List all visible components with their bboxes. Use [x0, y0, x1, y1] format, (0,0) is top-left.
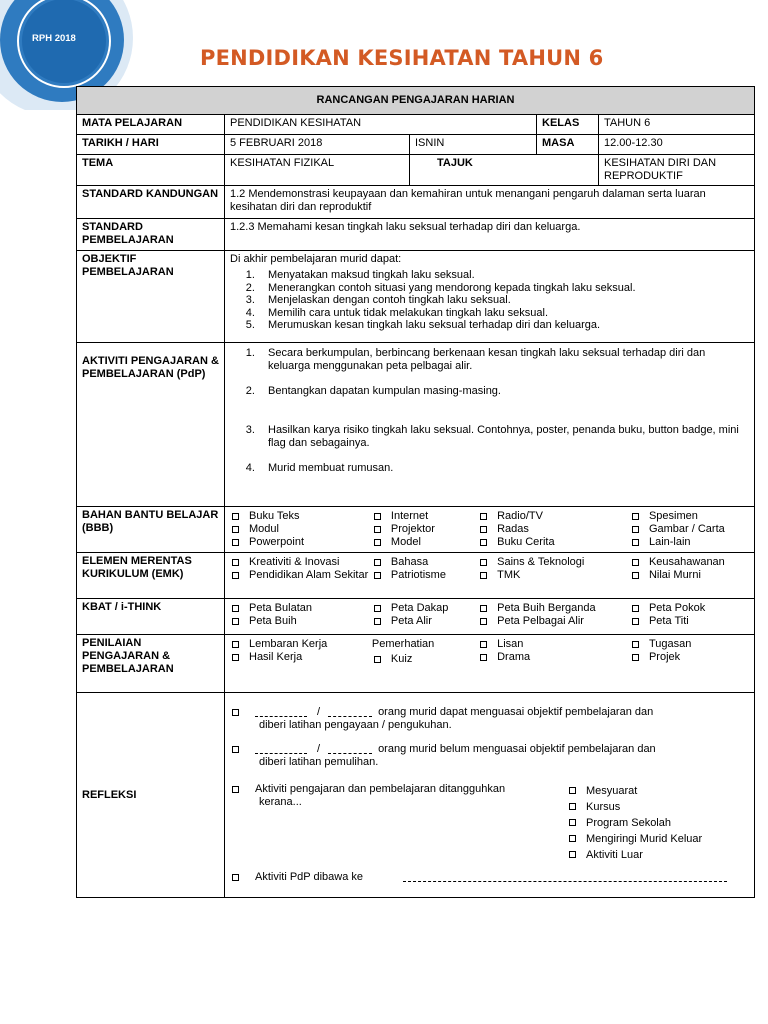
kbat-option[interactable]: Peta Dakap — [372, 602, 478, 615]
checkbox-icon — [232, 526, 239, 533]
checkbox-icon — [480, 605, 487, 612]
checkbox-icon — [232, 559, 239, 566]
document-title: PENDIDIKAN KESIHATAN TAHUN 6 — [200, 46, 604, 70]
bbb-option[interactable]: Projektor — [372, 523, 478, 536]
checkbox-icon — [374, 656, 381, 663]
checkbox-icon — [569, 787, 576, 794]
bbb-option[interactable]: Buku Teks — [230, 510, 372, 523]
checkbox-icon — [232, 786, 239, 793]
objektif-item: 1. Menyatakan maksud tingkah laku seksual. — [258, 269, 749, 282]
checkbox-icon — [569, 835, 576, 842]
penilaian-option[interactable]: Drama — [478, 651, 630, 664]
blank-field[interactable] — [403, 871, 727, 882]
objektif-item: 5. Merumuskan kesan tingkah laku seksual terhadap diri dan keluarga. — [258, 319, 749, 332]
mata-pelajaran-label: MATA PELAJARAN — [77, 115, 225, 135]
penilaian-option[interactable]: Tugasan — [630, 638, 749, 651]
kbat-cell — [225, 599, 755, 635]
reason-option[interactable]: Kursus — [567, 799, 702, 815]
objektif-cell — [225, 251, 755, 343]
aktiviti-cell — [225, 343, 755, 507]
aktiviti-label: AKTIVITI PENGAJARAN & PEMBELAJARAN (PdP) — [77, 343, 225, 507]
standard-kandungan-label: STANDARD KANDUNGAN — [77, 186, 225, 219]
lesson-plan-table — [76, 86, 755, 898]
checkbox-icon — [232, 709, 239, 716]
refleksi-cell — [225, 693, 755, 898]
postpone-reasons — [567, 783, 702, 863]
bbb-option[interactable]: Internet — [372, 510, 478, 523]
emk-option[interactable]: Bahasa — [372, 556, 478, 569]
tajuk-value: KESIHATAN DIRI DAN REPRODUKTIF — [599, 155, 755, 186]
refleksi-not-mastered-option[interactable]: / orang murid belum menguasai objektif pembelajaran dan — [230, 743, 656, 756]
checkbox-icon — [480, 618, 487, 625]
checkbox-icon — [480, 539, 487, 546]
aktiviti-item: 4. Murid membuat rumusan. — [258, 462, 749, 475]
emk-option[interactable]: TMK — [478, 569, 630, 582]
checkbox-icon — [232, 513, 239, 520]
checkbox-icon — [569, 819, 576, 826]
checkbox-icon — [569, 851, 576, 858]
checkbox-icon — [232, 605, 239, 612]
checkbox-icon — [632, 605, 639, 612]
checkbox-icon — [232, 618, 239, 625]
refleksi-mastered-cont: diberi latihan pengayaan / pengukuhan. — [259, 719, 452, 731]
tarikh-date: 5 FEBRUARI 2018 — [225, 135, 410, 155]
checkbox-icon — [232, 654, 239, 661]
kbat-option[interactable]: Peta Titi — [630, 615, 749, 628]
penilaian-option[interactable]: Kuiz — [372, 653, 478, 666]
refleksi-label: REFLEKSI — [77, 693, 225, 898]
checkbox-icon — [632, 539, 639, 546]
checkbox-icon — [480, 654, 487, 661]
penilaian-option[interactable]: Lisan — [478, 638, 630, 651]
objektif-label: OBJEKTIF PEMBELAJARAN — [77, 251, 225, 343]
blank-field[interactable] — [328, 706, 372, 717]
checkbox-icon — [632, 572, 639, 579]
penilaian-option[interactable]: Lembaran Kerja — [230, 638, 372, 651]
kbat-label: KBAT / i-THINK — [77, 599, 225, 635]
badge-label: RPH 2018 — [32, 33, 76, 44]
table-header: RANCANGAN PENGAJARAN HARIAN — [77, 87, 755, 115]
checkbox-icon — [632, 559, 639, 566]
emk-option[interactable]: Patriotisme — [372, 569, 478, 582]
bbb-cell — [225, 507, 755, 553]
kbat-option[interactable]: Peta Bulatan — [230, 602, 372, 615]
kbat-option[interactable]: Peta Pokok — [630, 602, 749, 615]
kelas-label: KELAS — [537, 115, 599, 135]
checkbox-icon — [480, 572, 487, 579]
checkbox-icon — [632, 526, 639, 533]
mata-pelajaran-value: PENDIDIKAN KESIHATAN — [225, 115, 537, 135]
checkbox-icon — [232, 572, 239, 579]
reason-option[interactable]: Aktiviti Luar — [567, 847, 702, 863]
tema-label: TEMA — [77, 155, 225, 186]
reason-option[interactable]: Program Sekolah — [567, 815, 702, 831]
refleksi-mastered-option[interactable]: / orang murid dapat menguasai objektif pembelajaran dan — [230, 706, 653, 719]
checkbox-icon — [480, 526, 487, 533]
bbb-label: BAHAN BANTU BELAJAR (BBB) — [77, 507, 225, 553]
masa-value: 12.00-12.30 — [599, 135, 755, 155]
masa-label: MASA — [537, 135, 599, 155]
emk-label: ELEMEN MERENTAS KURIKULUM (EMK) — [77, 553, 225, 599]
checkbox-icon — [374, 618, 381, 625]
checkbox-icon — [374, 559, 381, 566]
blank-field[interactable] — [255, 743, 307, 754]
checkbox-icon — [632, 618, 639, 625]
aktiviti-item: 1. Secara berkumpulan, berbincang berkenaan kesan tingkah laku seksual terhadap diri dan keluarga menggunakan peta pelbagai alir. — [258, 347, 749, 373]
reason-option[interactable]: Mesyuarat — [567, 783, 702, 799]
refleksi-carried-option[interactable]: Aktiviti PdP dibawa ke — [230, 871, 727, 884]
tarikh-day: ISNIN — [410, 135, 537, 155]
kbat-option[interactable]: Peta Alir — [372, 615, 478, 628]
penilaian-option[interactable]: Hasil Kerja — [230, 651, 372, 664]
checkbox-icon — [374, 572, 381, 579]
emk-option[interactable]: Pendidikan Alam Sekitar — [230, 569, 372, 582]
aktiviti-item: 3. Hasilkan karya risiko tingkah laku seksual. Contohnya, poster, penanda buku, button badge, mini flag dan sebagainya. — [258, 424, 749, 450]
standard-pembelajaran-value: 1.2.3 Memahami kesan tingkah laku seksual terhadap diri dan keluarga. — [225, 219, 755, 251]
kbat-option[interactable]: Peta Buih — [230, 615, 372, 628]
bbb-option[interactable]: Model — [372, 536, 478, 549]
checkbox-icon — [569, 803, 576, 810]
emk-option[interactable]: Kreativiti & Inovasi — [230, 556, 372, 569]
bbb-option[interactable]: Modul — [230, 523, 372, 536]
checkbox-icon — [480, 641, 487, 648]
bbb-option[interactable]: Powerpoint — [230, 536, 372, 549]
reason-option[interactable]: Mengiringi Murid Keluar — [567, 831, 702, 847]
objektif-intro: Di akhir pembelajaran murid dapat: — [230, 253, 402, 265]
refleksi-postponed-option[interactable]: Aktiviti pengajaran dan pembelajaran ditangguhkan — [230, 783, 505, 796]
penilaian-option-plain: Pemerhatian — [371, 638, 435, 650]
bbb-option[interactable]: Gambar / Carta — [630, 523, 749, 536]
checkbox-icon — [632, 513, 639, 520]
kbat-option[interactable]: Peta Buih Berganda — [478, 602, 630, 615]
refleksi-postponed-cont: kerana... — [259, 796, 302, 808]
bbb-option[interactable]: Radas — [478, 523, 630, 536]
checkbox-icon — [480, 513, 487, 520]
tema-value: KESIHATAN FIZIKAL — [225, 155, 410, 186]
checkbox-icon — [374, 539, 381, 546]
penilaian-label: PENILAIAN PENGAJARAN & PEMBELAJARAN — [77, 635, 225, 693]
checkbox-icon — [232, 641, 239, 648]
objektif-item: 4. Memilih cara untuk tidak melakukan tingkah laku seksual. — [258, 307, 749, 320]
standard-kandungan-value: 1.2 Mendemonstrasi keupayaan dan kemahiran untuk menangani pengaruh dalaman serta luaran kesihatan diri dan reproduktif — [225, 186, 755, 219]
bbb-option[interactable]: Lain-lain — [630, 536, 749, 549]
kbat-option[interactable]: Peta Pelbagai Alir — [478, 615, 630, 628]
emk-option[interactable]: Sains & Teknologi — [478, 556, 630, 569]
penilaian-cell — [225, 635, 755, 693]
objektif-item: 2. Menerangkan contoh situasi yang mendorong kepada tingkah laku seksual. — [258, 282, 749, 295]
checkbox-icon — [232, 874, 239, 881]
bbb-option[interactable]: Buku Cerita — [478, 536, 630, 549]
emk-option[interactable]: Nilai Murni — [630, 569, 749, 582]
checkbox-icon — [480, 559, 487, 566]
bbb-option[interactable]: Radio/TV — [478, 510, 630, 523]
objektif-item: 3. Menjelaskan dengan contoh tingkah laku seksual. — [258, 294, 749, 307]
emk-option[interactable]: Keusahawanan — [630, 556, 749, 569]
refleksi-not-mastered-cont: diberi latihan pemulihan. — [259, 756, 379, 768]
standard-pembelajaran-label: STANDARD PEMBELAJARAN — [77, 219, 225, 251]
checkbox-icon — [374, 605, 381, 612]
checkbox-icon — [232, 746, 239, 753]
checkbox-icon — [232, 539, 239, 546]
blank-field[interactable] — [328, 743, 372, 754]
checkbox-icon — [374, 526, 381, 533]
kelas-value: TAHUN 6 — [599, 115, 755, 135]
tajuk-label: TAJUK — [410, 155, 599, 186]
penilaian-option[interactable]: Projek — [630, 651, 749, 664]
checkbox-icon — [374, 513, 381, 520]
emk-cell — [225, 553, 755, 599]
objektif-list — [258, 269, 749, 332]
blank-field[interactable] — [255, 706, 307, 717]
checkbox-icon — [632, 654, 639, 661]
bbb-option[interactable]: Spesimen — [630, 510, 749, 523]
tarikh-label: TARIKH / HARI — [77, 135, 225, 155]
checkbox-icon — [632, 641, 639, 648]
aktiviti-list — [258, 347, 749, 475]
aktiviti-item: 2. Bentangkan dapatan kumpulan masing-masing. — [258, 385, 749, 398]
